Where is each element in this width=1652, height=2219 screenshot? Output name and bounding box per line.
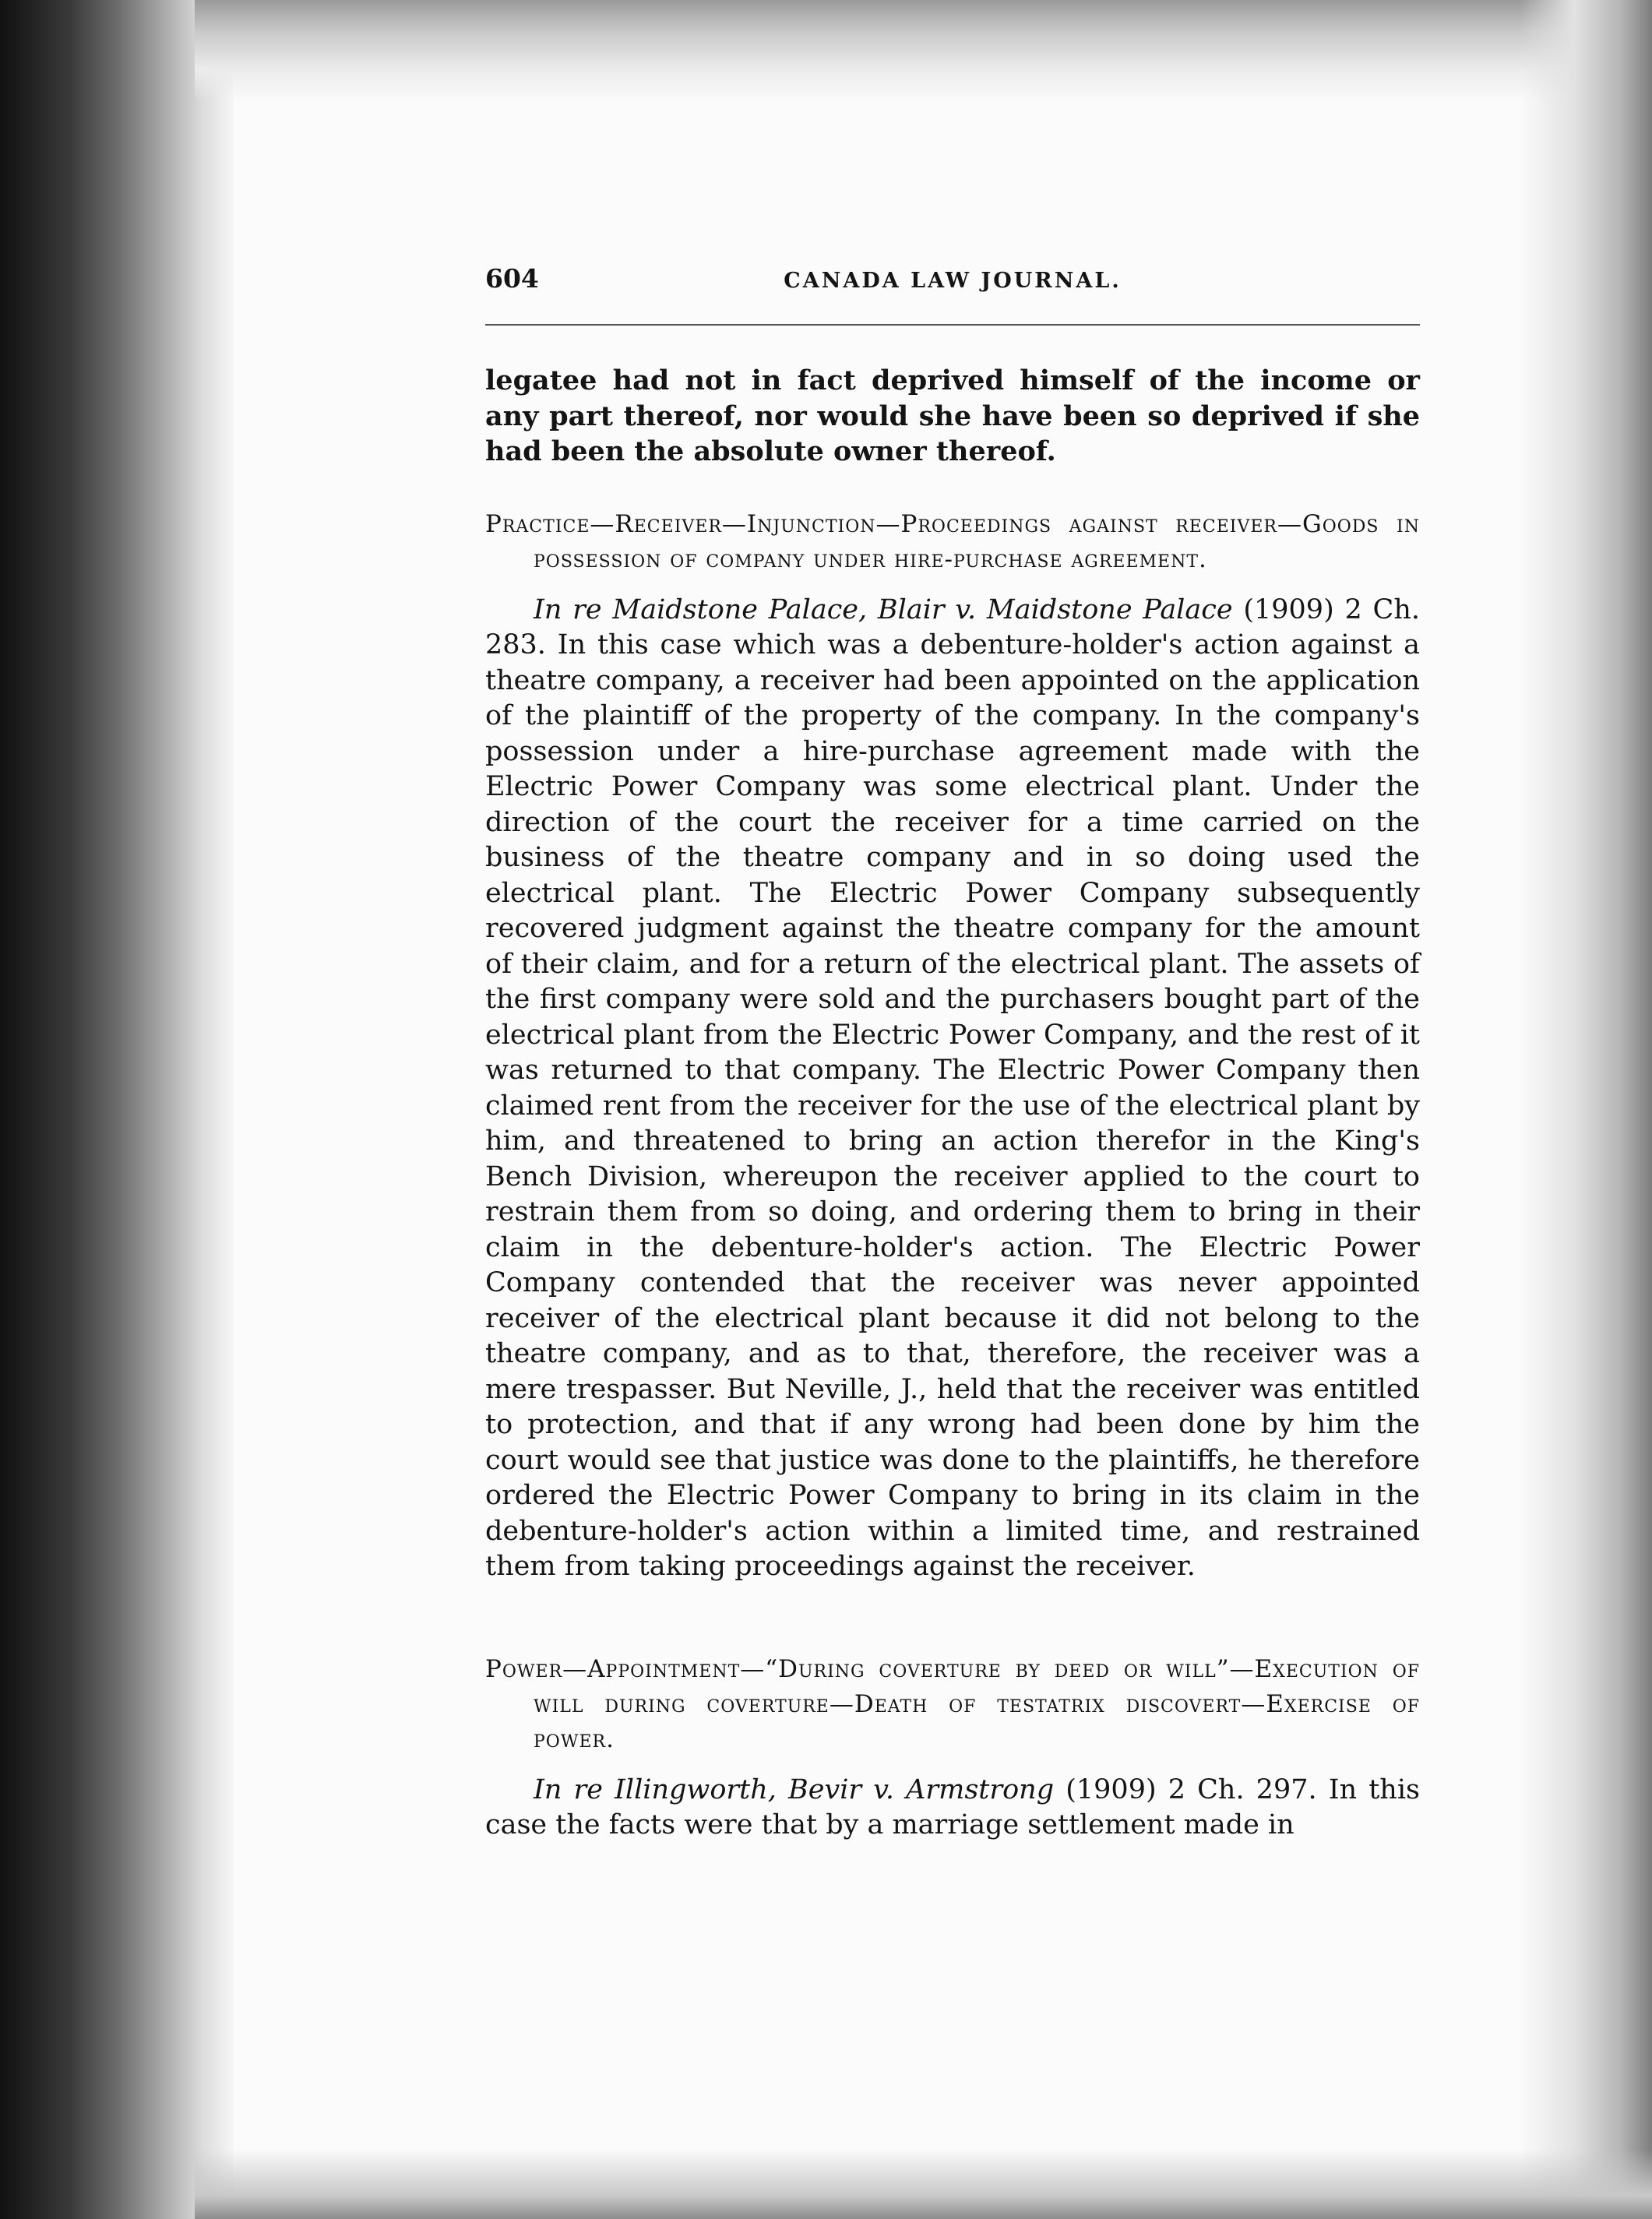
case-paragraph-maidstone xyxy=(485,593,1420,1585)
journal-title: CANADA LAW JOURNAL. xyxy=(784,269,1122,293)
section-spacer xyxy=(485,1585,1420,1615)
case-citation-illingworth: In re Illingworth, Bevir v. Armstrong xyxy=(534,1773,1055,1805)
page-body xyxy=(485,363,1420,1844)
case-body-maidstone: In this case which was a debenture-holder's action against a theatre company, a receiver had been appointed on the application of the plaintiff of the property of the company. In the company's possession under a hire-purchase agreement made with the Electric Power Company was some electrical plant. Under the direction of the court the receiver for a time carried on the business of the theatre company and in so doing used the electrical plant. The Electric Power Company subsequently recovered judgment against the theatre company for the amount of their claim, and for a return of the electrical plant. The assets of the first company were sold and the purchasers bought part of the electrical plant from the Electric Power Company, and the rest of it was returned to that company. The Electric Power Company then claimed rent from the receiver for the use of the electrical plant by him, and threatened to bring an action therefor in the King's Bench Division, whereupon the receiver applied to the court to restrain them from so doing, and ordering them to bring in their claim in the debenture-holder's action. The Electric Power Company contended that the receiver was never appointed receiver of the electrical plant because it did not belong to the theatre company, and as to that, therefore, the receiver was a mere trespasser. But Neville, J., held that the receiver was entitled to protection, and that if any wrong had been done by him the court would see that justice was done to the plaintiffs, he therefore ordered the Electric Power Company to bring in its claim in the debenture-holder's action within a limited time, and restrained them from taking proceedings against the receiver. xyxy=(485,629,1420,1582)
citation-tail-illingworth: (1909) 2 Ch. 297. xyxy=(1054,1773,1317,1805)
headnote-power-appointment: Power—Appointment—“During coverture by deed or will”—Execution of will during coverture—Death of testatrix discovert—Exercise of power. xyxy=(485,1654,1420,1753)
scan-gutter-shadow xyxy=(0,0,234,2219)
case-citation-maidstone: In re Maidstone Palace, Blair v. Maidstone Palace xyxy=(534,593,1233,625)
intro-paragraph: legatee had not in fact deprived himself of the income or any part thereof, nor would she have been so deprived if she had been the absolute owner thereof. xyxy=(485,365,1420,467)
headnote-practice-receiver: Practice—Receiver—Injunction—Proceedings against receiver—Goods in possession of company under hire-purchase agreement. xyxy=(485,509,1420,573)
page-header xyxy=(485,263,1420,326)
case-body-illingworth: In this case the facts were that by a marriage settlement made in xyxy=(485,1773,1420,1840)
scan-bottom-edge xyxy=(195,2149,1652,2219)
journal-page xyxy=(485,263,1420,1844)
citation-tail-maidstone: (1909) 2 Ch. 283. xyxy=(485,593,1420,660)
scan-right-edge xyxy=(1520,0,1652,2219)
page-number: 604 xyxy=(485,263,539,294)
scan-top-edge xyxy=(195,0,1652,101)
case-paragraph-illingworth xyxy=(485,1773,1420,1844)
